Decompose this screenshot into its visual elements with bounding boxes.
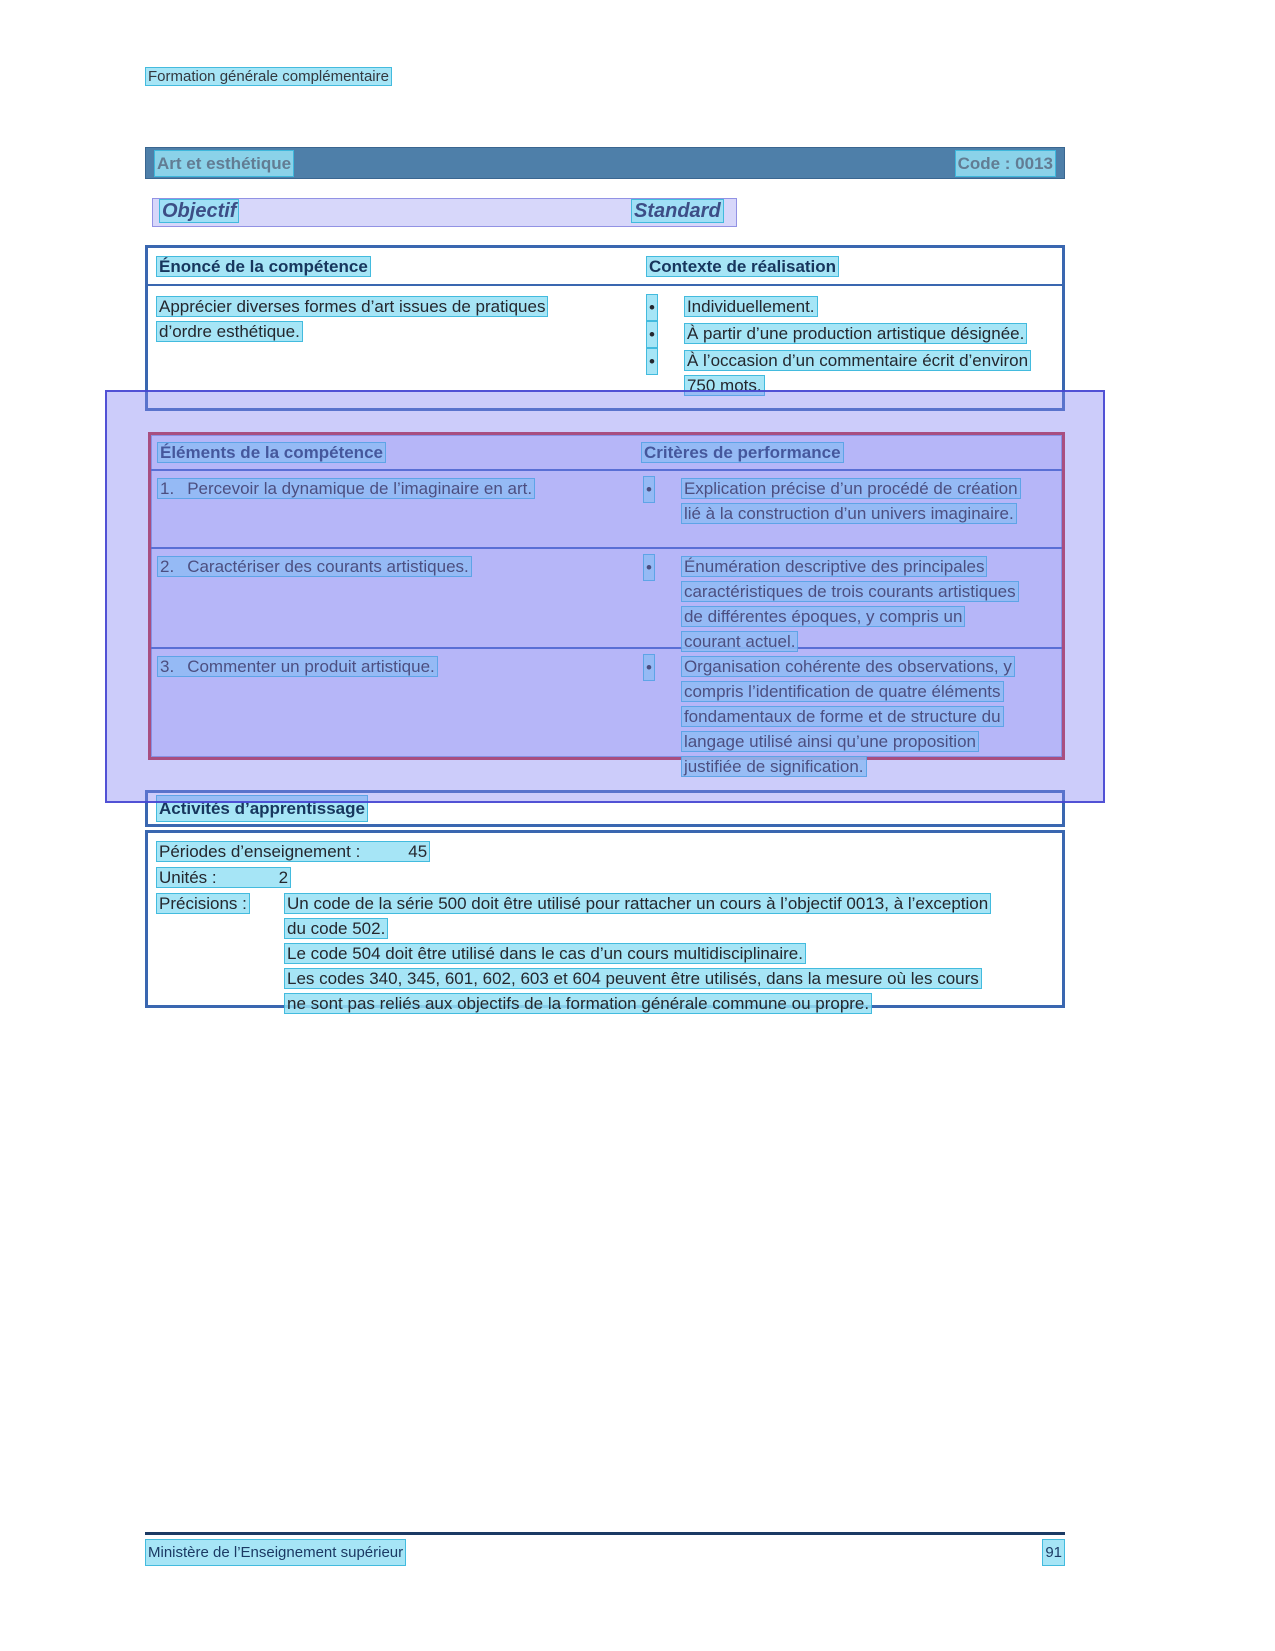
footer-ministry: Ministère de l’Enseignement supérieur [145, 1539, 406, 1566]
elements-table [148, 432, 1065, 776]
spacer [360, 856, 408, 857]
standard-heading: Standard [631, 199, 724, 223]
bullet-item [646, 348, 1048, 398]
bullet-item [646, 294, 1048, 321]
bullet-icon: • [643, 654, 655, 681]
criteres-header-label: Critères de performance [641, 442, 844, 463]
activites-header-label: Activités d’apprentissage [156, 795, 368, 822]
competence-statement-cell [148, 286, 616, 406]
bullet-item [643, 654, 1042, 779]
spacer [217, 882, 279, 883]
bullet-item [646, 321, 1048, 348]
critere-cell [611, 549, 1062, 651]
activites-header-box [145, 790, 1065, 827]
precisions-line: Les codes 340, 345, 601, 602, 603 et 604 peuvent être utilisés, dans la mesure où les cours ne sont pas reliés aux objectifs de la formation générale commune ou propre. [284, 968, 982, 1014]
enonce-header-cell [148, 254, 616, 279]
precisions-line: Le code 504 doit être utilisé dans le cas d’un cours multidisciplinaire. [284, 943, 806, 964]
precisions-paragraph [284, 891, 999, 941]
precisions-label: Précisions : [156, 893, 250, 914]
precisions-row [156, 891, 1052, 1016]
enonce-table-header [148, 248, 1062, 286]
element-cell [151, 649, 611, 759]
unites-label: Unités : [159, 868, 217, 887]
bullet-item [643, 476, 1042, 526]
elements-header-label: Éléments de la compétence [157, 442, 386, 463]
critere-text: Organisation cohérente des observations, y compris l’identification de quatre éléments fondamentaux de forme et de structure du langage utilisé ainsi qu’une proposition justifiée de signification. [681, 656, 1015, 777]
element-row-3 [151, 649, 1062, 776]
contexte-bullet-text: Individuellement. [684, 296, 818, 317]
contexte-bullet-text: À l’occasion d’un commentaire écrit d’environ 750 mots. [684, 350, 1031, 396]
contexte-bullet-text: À partir d’une production artistique désignée. [684, 323, 1027, 344]
activites-body-box [145, 830, 1065, 1013]
unites-line [156, 867, 291, 888]
precisions-label-cell [156, 891, 284, 916]
periodes-line [156, 841, 430, 862]
title-bar [145, 147, 1065, 179]
spacer [174, 571, 187, 572]
elements-header-cell [151, 440, 611, 465]
enonce-table [145, 245, 1065, 411]
precisions-paragraph [284, 966, 999, 1016]
contexte-header-cell [616, 254, 1062, 279]
critere-cell [611, 649, 1062, 776]
bullet-icon: • [646, 294, 658, 321]
spacer [174, 493, 187, 494]
elements-table-header [151, 435, 1062, 471]
periodes-label: Périodes d’enseignement : [159, 842, 361, 861]
precisions-line: Un code de la série 500 doit être utilisé pour rattacher un cours à l’objectif 0013, à l’exception du code 502. [284, 893, 991, 939]
bullet-icon: • [643, 476, 655, 503]
element-label: Commenter un produit artistique. [187, 657, 435, 676]
enonce-table-body [148, 286, 1062, 406]
element-label: Caractériser des courants artistiques. [187, 557, 469, 576]
contexte-header-label: Contexte de réalisation [646, 256, 839, 277]
critere-text: Explication précise d’un procédé de création lié à la construction d’un univers imaginaire. [681, 478, 1021, 524]
element-row-1 [151, 471, 1062, 549]
critere-text: Énumération descriptive des principales caractéristiques de trois courants artistiques de différentes époques, y compris un courant actuel. [681, 556, 1019, 652]
objectif-standard-strip [152, 198, 737, 227]
spacer [174, 671, 187, 672]
periodes-value: 45 [408, 842, 428, 861]
element-cell [151, 471, 611, 547]
unites-row [156, 865, 1052, 890]
element-text [157, 478, 535, 499]
element-number: 2. [160, 557, 175, 576]
bullet-item [643, 554, 1042, 654]
bullet-icon: • [643, 554, 655, 581]
periodes-row [156, 839, 1052, 864]
unites-value: 2 [278, 868, 289, 887]
element-cell [151, 549, 611, 647]
enonce-header-label: Énoncé de la compétence [156, 256, 371, 277]
competence-statement: Apprécier diverses formes d’art issues de pratiques d’ordre esthétique. [156, 296, 548, 342]
document-code: Code : 0013 [955, 150, 1056, 177]
element-label: Percevoir la dynamique de l’imaginaire en art. [187, 479, 533, 498]
footer [145, 1532, 1065, 1566]
element-number: 1. [160, 479, 175, 498]
document-title: Art et esthétique [154, 150, 294, 177]
bullet-icon: • [646, 321, 658, 348]
header-note [145, 64, 392, 89]
precisions-paragraph [284, 941, 999, 966]
precisions-text [284, 891, 999, 1016]
contexte-list [616, 286, 1062, 406]
header-note-text: Formation générale complémentaire [145, 67, 392, 86]
critere-cell [611, 471, 1062, 547]
element-text [157, 656, 438, 677]
bullet-icon: • [646, 348, 658, 375]
element-row-2 [151, 549, 1062, 649]
element-number: 3. [160, 657, 175, 676]
footer-page-number: 91 [1042, 1539, 1065, 1566]
element-text [157, 556, 472, 577]
objectif-heading: Objectif [159, 199, 239, 223]
criteres-header-cell [611, 440, 1062, 465]
